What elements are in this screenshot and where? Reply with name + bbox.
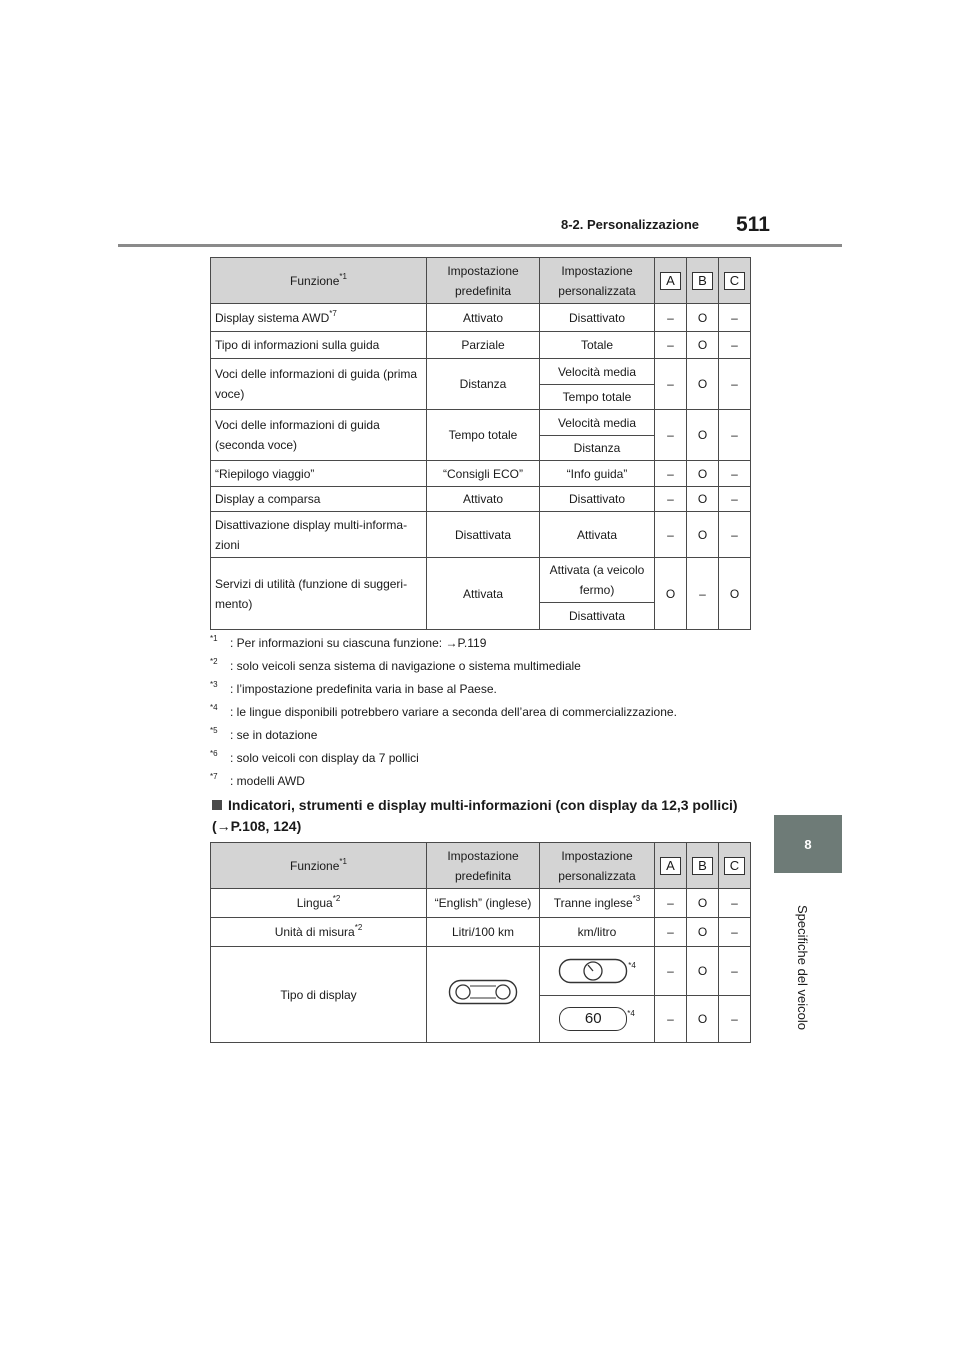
settings-table-1: Funzione$^{*1}$ Impostazione predefinita Impostazione personalizzata A B C Display sistema AWD$^{*7}$ Attivato Disattivato – O – Tipo di informazioni sulla guida Parziale Totale – O – Voci delle informazioni di guida (prima voce) Distanza Velocità media – O – Tempo totale Voci delle informazioni di guida (seconda voce) Tempo totale Velocità media – O – Distanza “Riepilogo viaggio” “Consigli ECO” “Info guida” – O – Display a comparsa Attivato Disattivato – O – Disattivazione display multi-informa-zioni Disattivata Attivata – O – Servizi di utilità (funzione di suggeri-mento) Attivata Attivata (a veicolo fermo) O – O Disattivata xyxy=(210,257,751,630)
table-row: Unità di misura$^{*2}$ Litri/100 km km/litro – O – xyxy=(211,918,751,947)
table-row: Display sistema AWD$^{*7}$ Attivato Disattivato – O – xyxy=(211,304,751,332)
col-custom: Impostazione personalizzata xyxy=(540,258,655,304)
col-function: Funzione$^{*1}$ xyxy=(211,843,427,889)
footnote: $^{*1}$ : Per informazioni su ciascuna funzione: →P.119 xyxy=(210,634,487,650)
table-row: Disattivazione display multi-informa-zioni Disattivata Attivata – O – xyxy=(211,512,751,558)
col-b: B xyxy=(687,258,719,304)
table-row: Servizi di utilità (funzione di suggeri-mento) Attivata Attivata (a veicolo fermo) O – O xyxy=(211,558,751,603)
footnote: $^{*4}$ : le lingue disponibili potrebbero variare a seconda dell’area di commercializzazione. xyxy=(210,703,677,719)
section-title: Indicatori, strumenti e display multi-informazioni (con display da 12,3 pollici) (→P.108, 124) xyxy=(212,797,738,834)
table-row: Tipo di informazioni sulla guida Parziale Totale – O – xyxy=(211,332,751,359)
col-a: A xyxy=(655,258,687,304)
footnotes xyxy=(210,632,770,793)
page-number: 511 xyxy=(736,213,770,236)
chapter-tab xyxy=(774,815,842,873)
col-b: B xyxy=(687,843,719,889)
chapter-label: Specifiche del veicolo xyxy=(795,905,810,1031)
footnote: $^{*5}$ : se in dotazione xyxy=(210,726,318,742)
footnote: $^{*6}$ : solo veicoli con display da 7 pollici xyxy=(210,749,419,765)
col-custom: Impostazione personalizzata xyxy=(540,843,655,889)
footnote: $^{*2}$ : solo veicoli senza sistema di navigazione o sistema multimediale xyxy=(210,657,581,673)
table-row: Voci delle informazioni di guida (seconda voce) Tempo totale Velocità media – O – xyxy=(211,410,751,436)
table-row: Display a comparsa Attivato Disattivato – O – xyxy=(211,487,751,512)
chapter-number: 8 xyxy=(804,836,812,852)
table-row: Voci delle informazioni di guida (prima voce) Distanza Velocità media – O – xyxy=(211,359,751,385)
table-row: 60 $^{*4}$ – O – xyxy=(211,996,751,1043)
settings-table-2 xyxy=(210,842,751,1043)
col-default: Impostazione predefinita xyxy=(427,843,540,889)
square-bullet-icon xyxy=(212,800,222,810)
analog-meter-display-icon xyxy=(558,958,628,984)
footnote: $^{*3}$ : l’impostazione predefinita varia in base al Paese. xyxy=(210,680,497,696)
table-row: Lingua$^{*2}$ “English” (inglese) Tranne inglese$^{*3}$ – O – xyxy=(211,889,751,918)
footnote: $^{*7}$ : modelli AWD xyxy=(210,772,305,788)
table-row: Tipo di display $^{*4}$ – O – xyxy=(211,947,751,996)
header-section: 8-2. Personalizzazione xyxy=(561,217,699,232)
col-c: C xyxy=(719,258,751,304)
col-default: Impostazione predefinita xyxy=(427,258,540,304)
col-a: A xyxy=(655,843,687,889)
header-rule xyxy=(118,244,842,247)
digital-meter-display-icon: 60 xyxy=(559,1007,627,1031)
dual-gauge-display-icon xyxy=(448,979,518,1005)
col-function: Funzione$^{*1}$ xyxy=(211,258,427,304)
col-c: C xyxy=(719,843,751,889)
table-row: “Riepilogo viaggio” “Consigli ECO” “Info guida” – O – xyxy=(211,461,751,487)
